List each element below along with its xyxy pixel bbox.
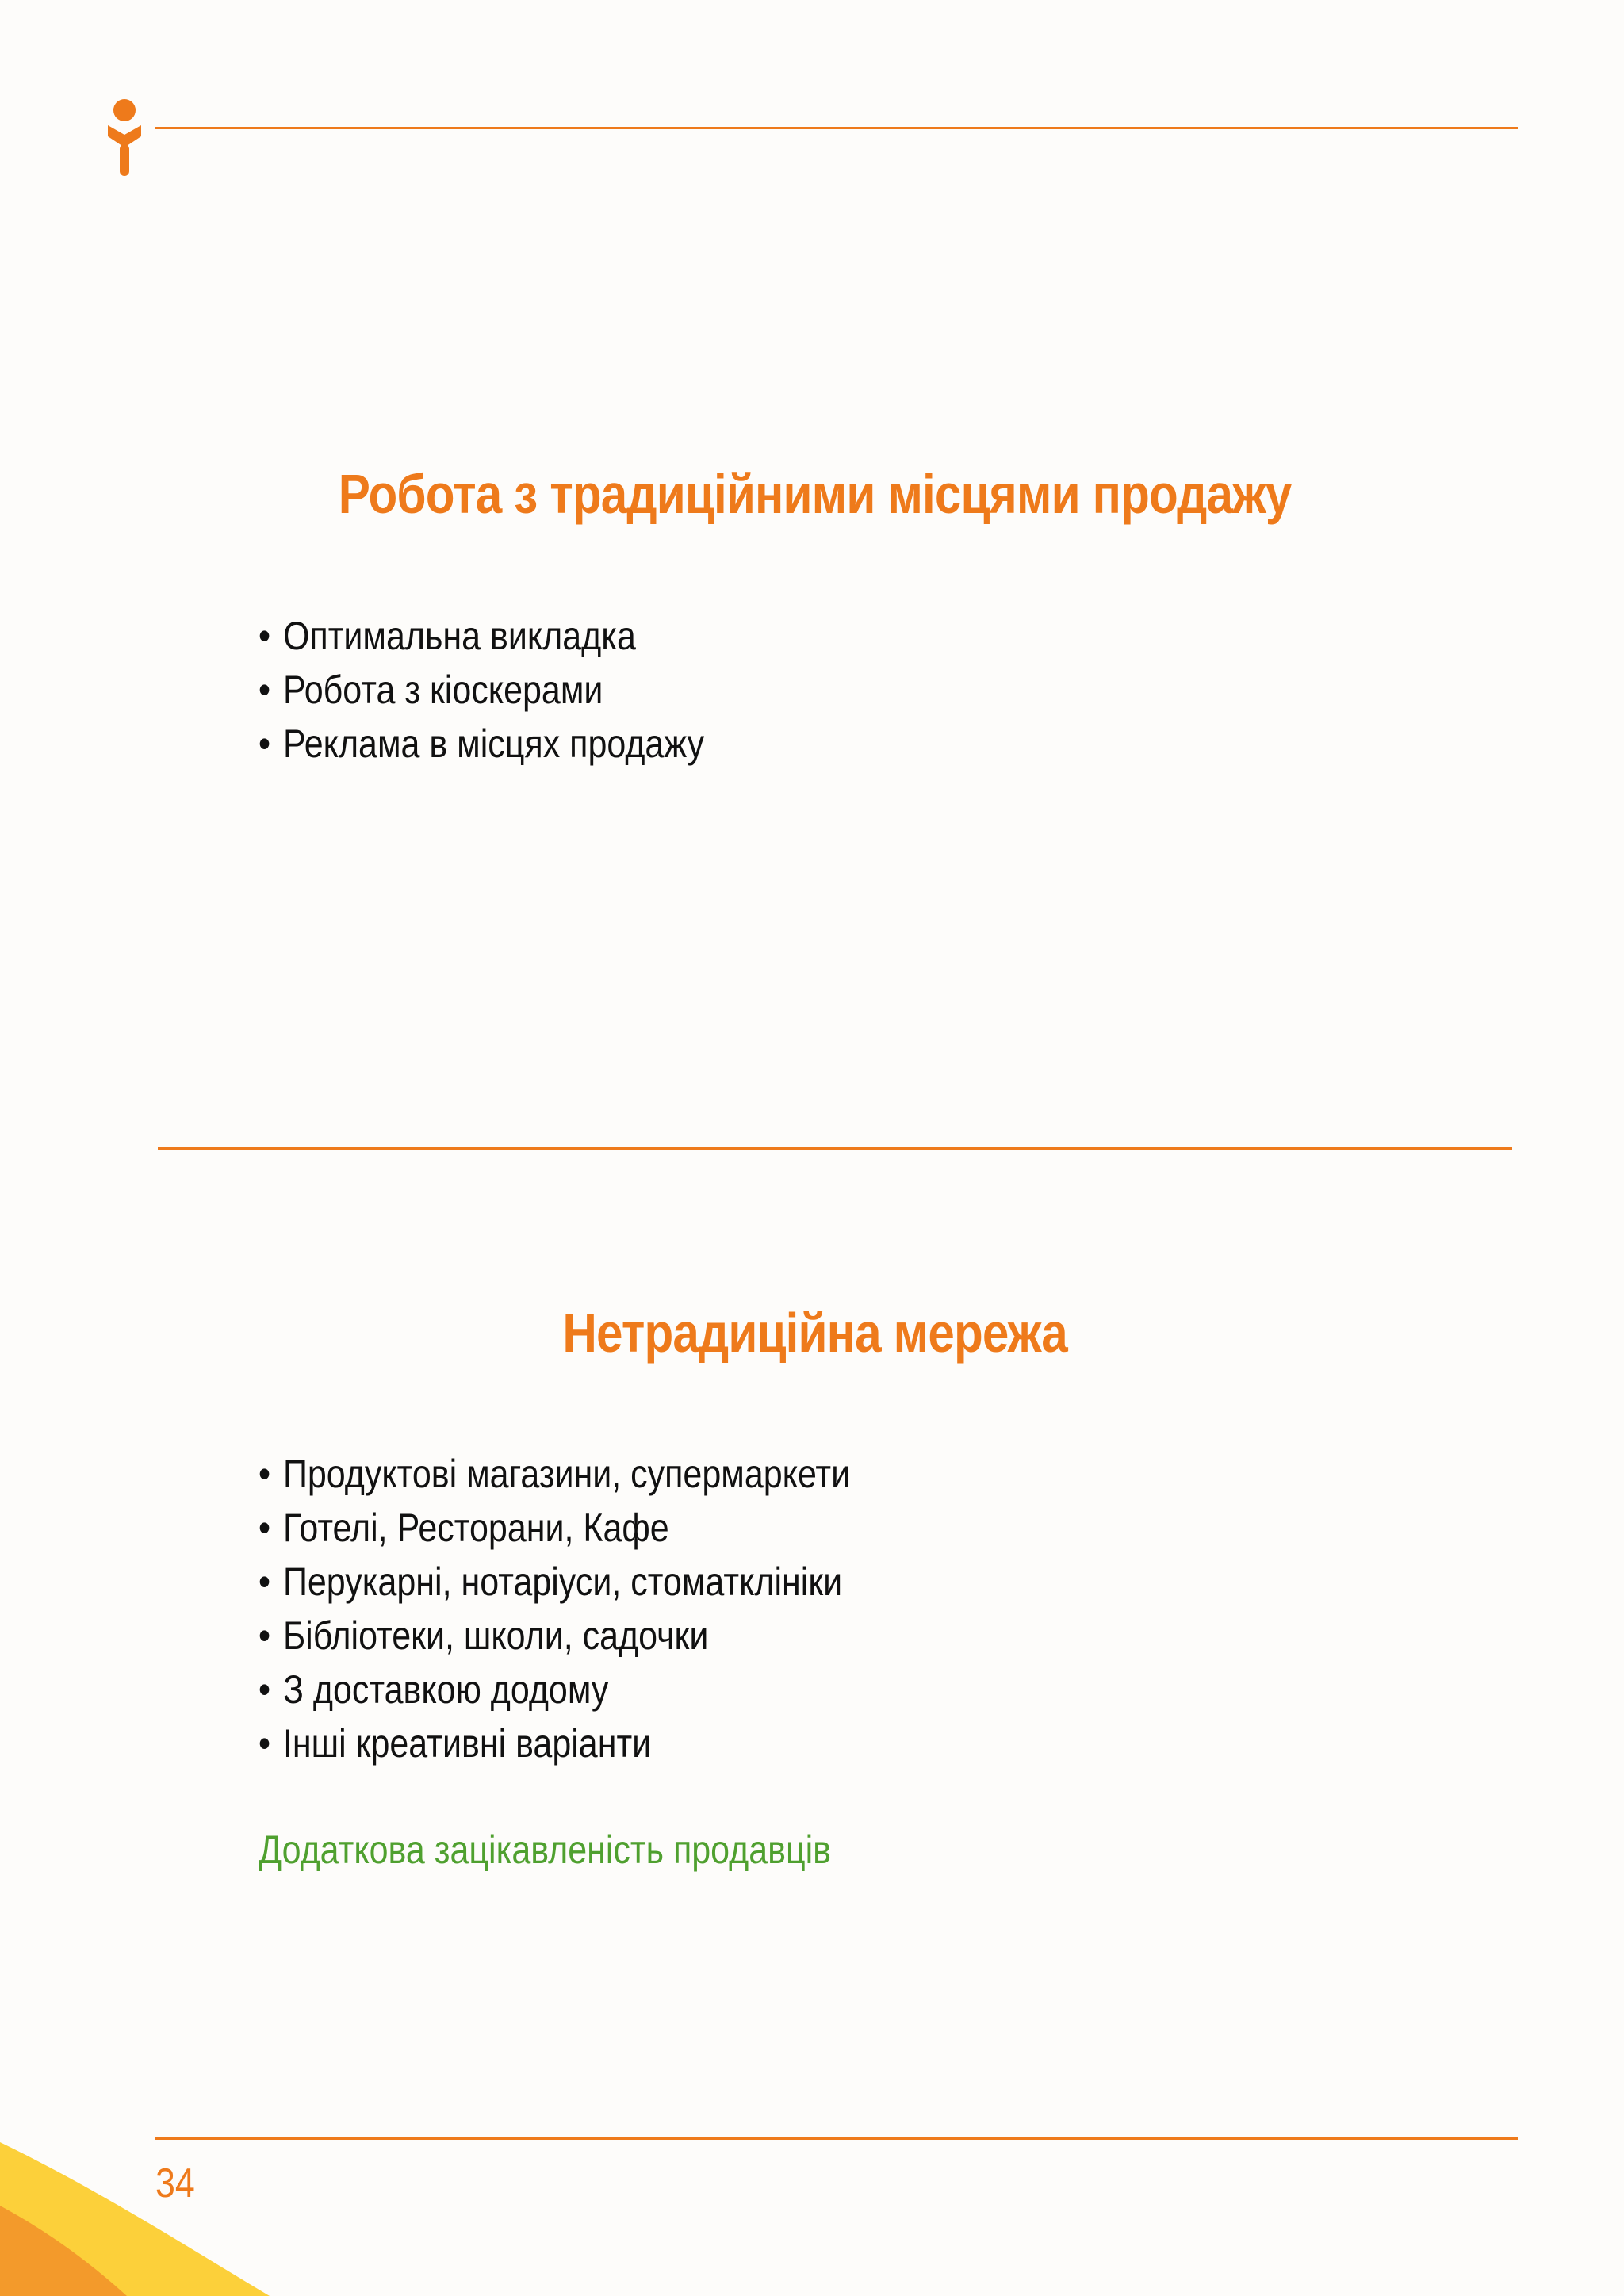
bullet-icon: • bbox=[259, 1721, 271, 1766]
list-item: • Оптимальна викладка bbox=[259, 609, 704, 663]
list-item: • Бібліотеки, школи, садочки bbox=[259, 1609, 850, 1663]
list-item: • Робота з кіоскерами bbox=[259, 663, 704, 717]
person-logo-icon bbox=[106, 98, 143, 178]
list-item: • З доставкою додому bbox=[259, 1663, 850, 1716]
bullet-icon: • bbox=[259, 1559, 271, 1604]
section-divider bbox=[158, 1147, 1512, 1150]
bullet-icon: • bbox=[259, 614, 271, 658]
corner-decoration bbox=[0, 2133, 270, 2296]
list-item: • Перукарні, нотаріуси, стоматклініки bbox=[259, 1555, 850, 1609]
traditional-points-list bbox=[259, 609, 704, 771]
bullet-icon: • bbox=[259, 721, 271, 766]
bullet-icon: • bbox=[259, 1613, 271, 1658]
list-item: • Готелі, Ресторани, Кафе bbox=[259, 1501, 850, 1555]
footer-divider bbox=[155, 2137, 1518, 2140]
list-item: • Інші креативні варіанти bbox=[259, 1716, 850, 1770]
page-number: 34 bbox=[155, 2160, 195, 2206]
bullet-icon: • bbox=[259, 1452, 271, 1496]
list-item: • Продуктові магазини, супермаркети bbox=[259, 1447, 850, 1501]
header-divider bbox=[155, 127, 1518, 129]
nontraditional-points-list bbox=[259, 1447, 850, 1770]
section-title-traditional: Робота з традиційними місцями продажу bbox=[338, 463, 1292, 525]
list-item: • Реклама в місцях продажу bbox=[259, 717, 704, 771]
bullet-icon: • bbox=[259, 668, 271, 712]
bullet-icon: • bbox=[259, 1667, 271, 1712]
seller-interest-note: Додаткова зацікавленість продавців bbox=[259, 1827, 831, 1872]
section-title-nontraditional: Нетрадиційна мережа bbox=[562, 1302, 1067, 1364]
bullet-icon: • bbox=[259, 1506, 271, 1550]
